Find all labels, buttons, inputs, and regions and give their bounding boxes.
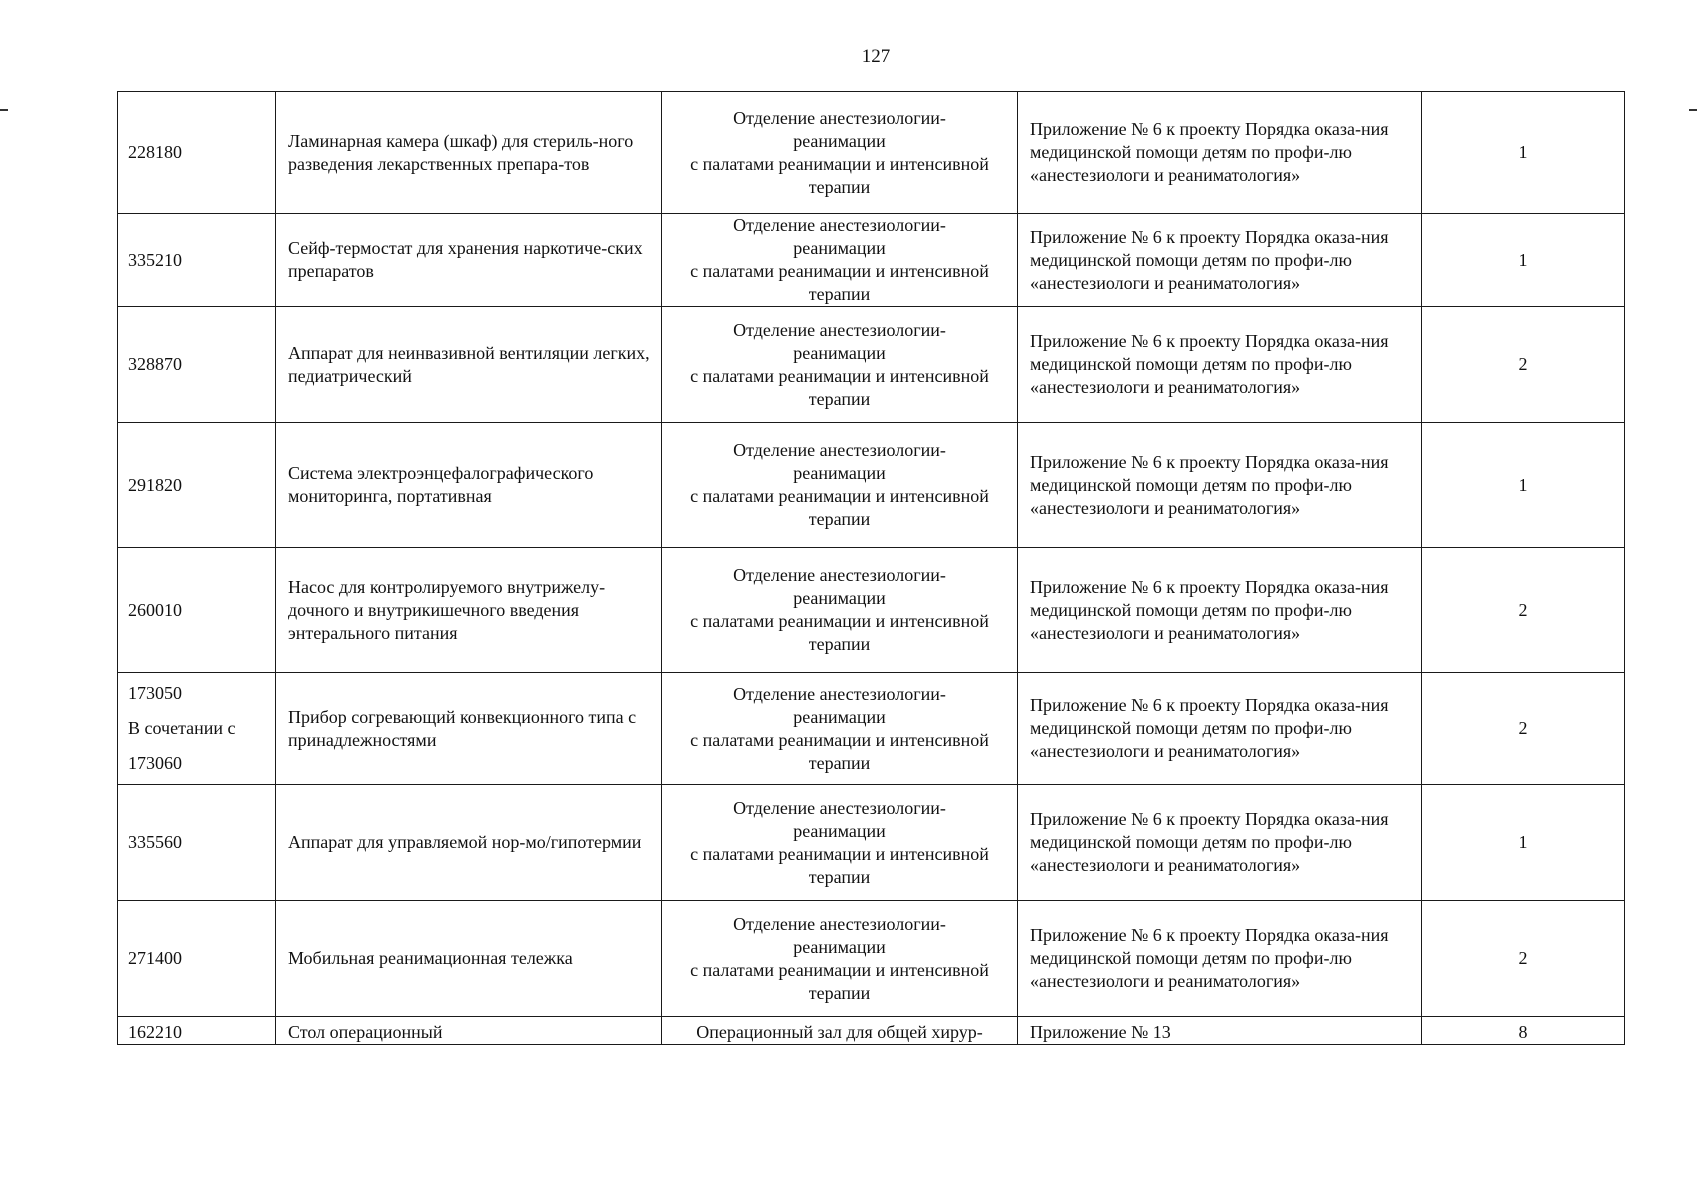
department-line: реанимации — [793, 588, 886, 608]
cell-department — [662, 423, 1018, 548]
cell-quantity: 2 — [1422, 548, 1625, 673]
code-line: 271400 — [128, 948, 182, 968]
code-line: 335560 — [128, 832, 182, 852]
code-line-gap — [128, 705, 265, 717]
cell-code — [118, 785, 276, 901]
department-line: Отделение анестезиологии- — [733, 319, 946, 340]
department-line: Отделение анестезиологии- — [733, 440, 946, 460]
cell-reference: Приложение № 6 к проекту Порядка оказа-ния медицинской помощи детям по профи-лю «анестезиологи и реаниматология» — [1018, 423, 1422, 548]
cell-department — [662, 307, 1018, 423]
table-row — [118, 214, 1625, 307]
cell-department — [662, 548, 1018, 673]
table-row — [118, 92, 1625, 214]
cell-reference: Приложение № 13 — [1018, 1017, 1422, 1045]
department-line: с палатами реанимации и интенсивной — [690, 959, 989, 980]
cell-equipment-name: Аппарат для управляемой нор-мо/гипотермии — [276, 785, 662, 901]
department-line: реанимации — [793, 130, 886, 151]
department-line: терапии — [808, 509, 871, 529]
department-line: с палатами реанимации и интенсивной — [690, 843, 989, 864]
department-line: Отделение анестезиологии- — [733, 565, 946, 585]
department-line: терапии — [808, 752, 871, 773]
table-row — [118, 423, 1625, 548]
department-line: Отделение анестезиологии- — [733, 913, 946, 934]
page-number: 127 — [861, 46, 891, 67]
cell-reference: Приложение № 6 к проекту Порядка оказа-ния медицинской помощи детям по профи-лю «анестезиологи и реаниматология» — [1018, 214, 1422, 307]
department-line: терапии — [808, 866, 871, 887]
cell-reference: Приложение № 6 к проекту Порядка оказа-ния медицинской помощи детям по профи-лю «анестезиологи и реаниматология» — [1018, 548, 1422, 673]
cell-quantity: 8 — [1422, 1017, 1625, 1045]
cell-department — [662, 1017, 1018, 1045]
cell-quantity: 1 — [1422, 214, 1625, 307]
cell-equipment-name: Аппарат для неинвазивной вентиляции легких, педиатрический — [276, 307, 662, 423]
cell-department — [662, 92, 1018, 214]
department-line: реанимации — [793, 342, 886, 363]
cell-equipment-name: Прибор согревающий конвекционного типа с принадлежностями — [276, 673, 662, 785]
cell-quantity: 2 — [1422, 307, 1625, 423]
cell-code — [118, 307, 276, 423]
table-row — [118, 901, 1625, 1017]
department-line: реанимации — [793, 936, 886, 957]
cell-quantity: 1 — [1422, 423, 1625, 548]
equipment-table — [117, 91, 1625, 1045]
department-line: Отделение анестезиологии- — [733, 215, 946, 235]
cell-code — [118, 1017, 276, 1045]
cell-code — [118, 214, 276, 307]
cell-reference: Приложение № 6 к проекту Порядка оказа-ния медицинской помощи детям по профи-лю «анестезиологи и реаниматология» — [1018, 673, 1422, 785]
equipment-table-body — [118, 92, 1625, 1045]
cell-code — [118, 423, 276, 548]
cell-reference: Приложение № 6 к проекту Порядка оказа-ния медицинской помощи детям по профи-лю «анестезиологи и реаниматология» — [1018, 92, 1422, 214]
cell-code — [118, 673, 276, 785]
cell-equipment-name: Система электроэнцефалографического мониторинга, портативная — [276, 423, 662, 548]
department-line: с палатами реанимации и интенсивной — [690, 261, 989, 281]
department-line: с палатами реанимации и интенсивной — [690, 365, 989, 386]
cell-code — [118, 92, 276, 214]
cell-reference: Приложение № 6 к проекту Порядка оказа-ния медицинской помощи детям по профи-лю «анестезиологи и реаниматология» — [1018, 307, 1422, 423]
department-line: с палатами реанимации и интенсивной — [690, 729, 989, 750]
department-line: Операционный зал для общей хирур- — [696, 1022, 983, 1042]
department-line: реанимации — [793, 463, 886, 483]
department-line: Отделение анестезиологии- — [733, 683, 946, 704]
cell-equipment-name: Ламинарная камера (шкаф) для стериль-ного разведения лекарственных препара-тов — [276, 92, 662, 214]
cell-equipment-name: Сейф-термостат для хранения наркотиче-ских препаратов — [276, 214, 662, 307]
cell-equipment-name: Насос для контролируемого внутрижелу-дочного и внутрикишечного введения энтерального питания — [276, 548, 662, 673]
department-line: терапии — [808, 634, 871, 654]
cell-department — [662, 214, 1018, 307]
department-line: терапии — [808, 982, 871, 1003]
department-line: терапии — [808, 176, 871, 197]
cell-quantity: 2 — [1422, 901, 1625, 1017]
cell-code — [118, 901, 276, 1017]
cell-department — [662, 901, 1018, 1017]
code-line: 260010 — [128, 599, 182, 620]
cell-quantity: 1 — [1422, 92, 1625, 214]
cell-department — [662, 673, 1018, 785]
code-line: В сочетании с — [128, 718, 236, 738]
table-row — [118, 548, 1625, 673]
right-edge-mark — [1689, 109, 1697, 111]
department-line: реанимации — [793, 820, 886, 841]
department-line: реанимации — [793, 706, 886, 727]
cell-reference: Приложение № 6 к проекту Порядка оказа-ния медицинской помощи детям по профи-лю «анестезиологи и реаниматология» — [1018, 785, 1422, 901]
cell-department — [662, 785, 1018, 901]
table-row — [118, 307, 1625, 423]
code-line: 173050 — [128, 683, 182, 703]
code-line: 328870 — [128, 354, 182, 374]
department-line: с палатами реанимации и интенсивной — [690, 611, 989, 631]
department-line: Отделение анестезиологии- — [733, 797, 946, 818]
department-line: терапии — [808, 284, 871, 304]
code-line: 335210 — [128, 249, 182, 270]
cell-reference: Приложение № 6 к проекту Порядка оказа-ния медицинской помощи детям по профи-лю «анестезиологи и реаниматология» — [1018, 901, 1422, 1017]
cell-equipment-name: Мобильная реанимационная тележка — [276, 901, 662, 1017]
code-line: 162210 — [128, 1022, 182, 1042]
cell-code — [118, 548, 276, 673]
code-line: 291820 — [128, 474, 182, 495]
table-row — [118, 785, 1625, 901]
department-line: Отделение анестезиологии- — [733, 107, 946, 128]
department-line: реанимации — [793, 238, 886, 258]
cell-quantity: 2 — [1422, 673, 1625, 785]
table-row — [118, 673, 1625, 785]
department-line: с палатами реанимации и интенсивной — [690, 153, 989, 174]
cell-quantity: 1 — [1422, 785, 1625, 901]
table-row — [118, 1017, 1625, 1045]
cell-equipment-name: Стол операционный — [276, 1017, 662, 1045]
code-line: 228180 — [128, 142, 182, 162]
department-line: терапии — [808, 388, 871, 409]
code-line-gap — [128, 740, 265, 752]
code-line: 173060 — [128, 753, 182, 773]
department-line: с палатами реанимации и интенсивной — [690, 486, 989, 506]
left-edge-mark — [0, 109, 8, 111]
